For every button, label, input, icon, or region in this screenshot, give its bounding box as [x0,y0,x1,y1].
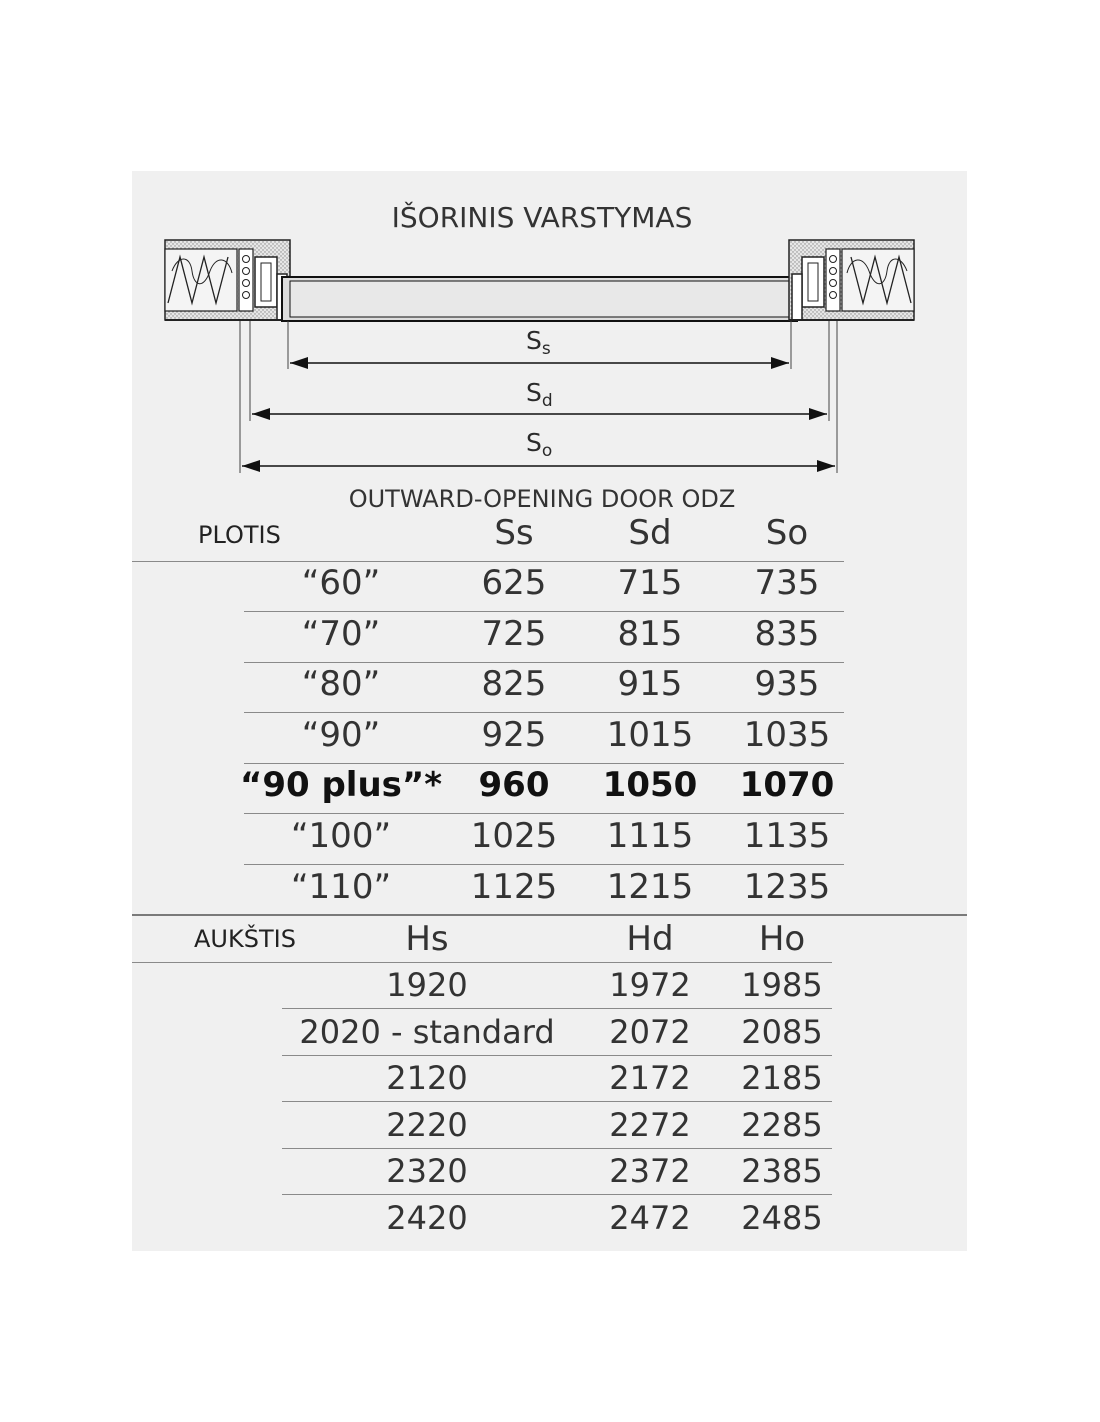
width-row-divider [244,712,844,713]
width-cell-name: “60” [301,563,381,603]
width-cell-ss: 625 [481,563,547,603]
width-cell-sd: 1115 [606,816,694,856]
height-cell-hs: 2220 [386,1105,468,1144]
height-cell-hd: 2472 [609,1198,691,1237]
width-cell-sd: 1015 [606,714,694,755]
height-cell-ho: 2085 [741,1012,823,1051]
height-cell-ho: 2185 [741,1059,823,1097]
height-header-ho: Ho [758,919,806,959]
width-cell-ss: 960 [478,765,550,806]
width-cell-name: “70” [301,613,381,654]
ss-dimension-label: $S_s$ [526,326,551,359]
width-cell-name: “80” [301,664,381,705]
width-header-divider [132,561,844,562]
height-cell-hs: 2020 - standard [299,1012,555,1051]
door-leaf [282,277,797,321]
height-row-divider [282,1194,832,1195]
width-cell-so: 735 [754,563,820,603]
height-cell-hs: 2120 [386,1059,468,1097]
width-header-sd: Sd [628,513,672,553]
width-cell-sd: 715 [617,563,683,603]
width-cell-name: “110” [290,866,392,907]
table-section-divider [132,914,967,916]
width-cell-so: 1135 [743,816,831,856]
height-cell-hd: 2072 [609,1012,691,1051]
width-cell-so: 835 [754,613,820,654]
page-title: IŠORINIS VARSTYMAS [391,201,693,234]
so-dimension-label: $S_o$ [526,428,553,461]
height-cell-hd: 2272 [609,1105,691,1144]
height-header-divider [132,962,832,963]
width-cell-ss: 925 [481,714,547,755]
height-cell-hs: 1920 [386,966,468,1004]
width-row-divider [244,662,844,663]
width-cell-sd: 1050 [602,765,698,806]
width-cell-so: 1235 [743,866,831,907]
width-cell-so: 1070 [739,765,835,806]
width-header-ss: Ss [494,513,534,553]
height-row-divider [282,1055,832,1056]
sd-dimension-label: $S_d$ [526,378,553,411]
width-cell-ss: 1025 [470,816,558,856]
width-cell-sd: 1215 [606,866,694,907]
height-header-hs: Hs [405,919,449,959]
height-row-divider [282,1008,832,1009]
height-row-divider [282,1148,832,1149]
height-header-hd: Hd [626,919,674,959]
right-wall [789,240,914,320]
width-header-so: So [765,513,809,553]
width-cell-ss: 725 [481,613,547,654]
width-cell-ss: 825 [481,664,547,705]
width-row-divider [244,611,844,612]
height-cell-hd: 2372 [609,1152,691,1190]
width-cell-sd: 915 [617,664,683,705]
height-cell-ho: 1985 [741,966,823,1004]
width-cell-name: “100” [290,816,392,856]
width-cell-sd: 815 [617,613,683,654]
width-cell-name: “90” [301,714,381,755]
width-row-divider [244,864,844,865]
height-cell-ho: 2385 [741,1152,823,1190]
height-cell-hs: 2320 [386,1152,468,1190]
height-cell-ho: 2485 [741,1198,823,1237]
width-cell-name: “90 plus”* [239,765,443,806]
spec-panel [132,171,967,1251]
height-cell-hd: 1972 [609,966,691,1004]
height-row-divider [282,1101,832,1102]
width-row-divider [244,763,844,764]
width-cell-so: 935 [754,664,820,705]
width-cell-ss: 1125 [470,866,558,907]
width-row-divider [244,813,844,814]
subtitle: OUTWARD-OPENING DOOR ODZ [348,485,736,513]
height-cell-hs: 2420 [386,1198,468,1237]
left-wall [165,240,290,320]
height-cell-ho: 2285 [741,1105,823,1144]
width-table-label: PLOTIS [198,521,281,549]
height-table-label: AUKŠTIS [194,925,296,953]
width-cell-so: 1035 [743,714,831,755]
height-cell-hd: 2172 [609,1059,691,1097]
